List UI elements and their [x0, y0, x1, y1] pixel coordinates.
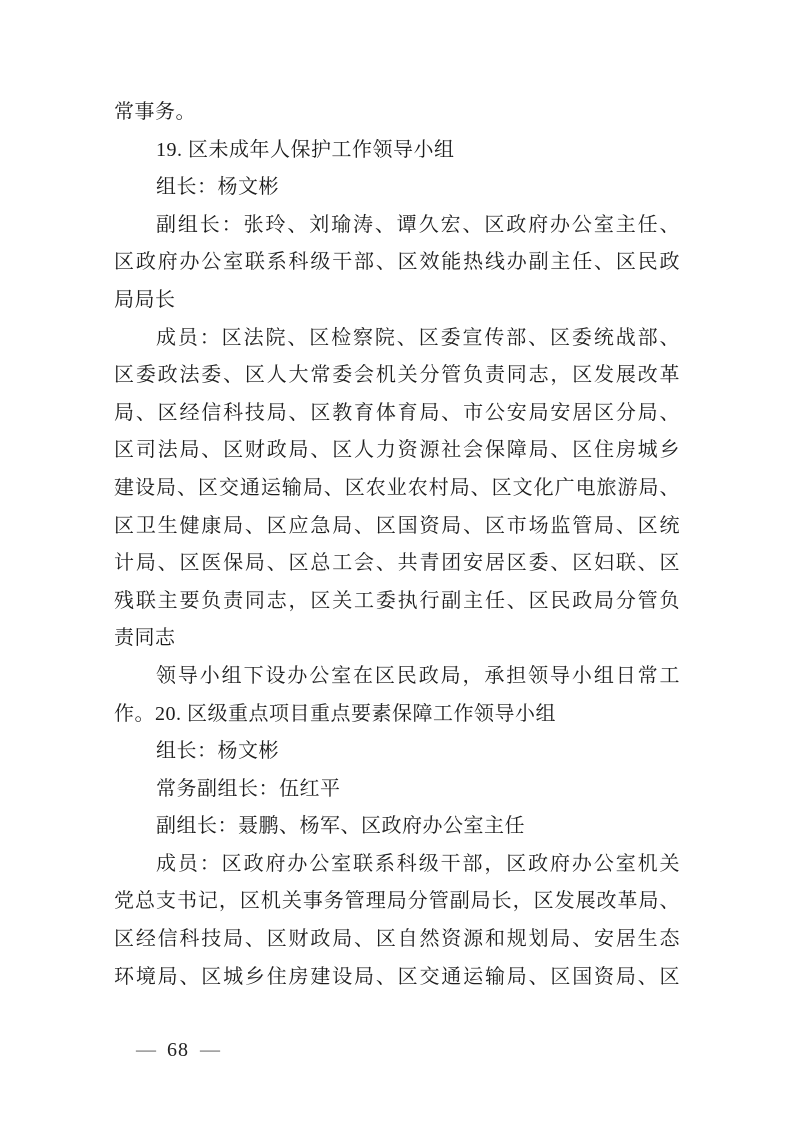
text-line: 环境局、区城乡住房建设局、区交通运输局、区国资局、区 [114, 965, 680, 988]
text-line: 常事务。 [114, 101, 196, 123]
document-body [114, 94, 680, 996]
text-line: 区司法局、区财政局、区人力资源社会保障局、区住房城乡 [114, 439, 680, 462]
text-line: 领导小组下设办公室在区民政局，承担领导小组日常工 [156, 664, 680, 687]
text-line: 成员：区政府办公室联系科级干部，区政府办公室机关 [156, 852, 680, 875]
text-line: 局、区经信科技局、区教育体育局、市公安局安居区分局、 [114, 401, 680, 424]
text-line: 残联主要负责同志，区关工委执行副主任、区民政局分管负 [114, 589, 680, 612]
text-line: 区卫生健康局、区应急局、区国资局、区市场监管局、区统 [114, 514, 680, 537]
text-line: 党总支书记，区机关事务管理局分管副局长，区发展改革局、 [114, 890, 680, 913]
text-line: 成员：区法院、区检察院、区委宣传部、区委统战部、 [156, 326, 680, 349]
text-line: 组长：杨文彬 [156, 176, 279, 199]
text-line: 组长：杨文彬 [156, 740, 279, 763]
text-line: 作。20. 区级重点项目重点要素保障工作领导小组 [114, 702, 556, 725]
text-line: 局局长 [114, 288, 176, 311]
text-line: 区政府办公室联系科级干部、区效能热线办副主任、区民政 [114, 251, 680, 274]
text-line: 副组长：聂鹏、杨军、区政府办公室主任 [156, 815, 525, 838]
footer-dash-left: — [136, 1040, 156, 1060]
text-line: 常务副组长：伍红平 [156, 777, 341, 800]
text-line: 19. 区未成年人保护工作领导小组 [156, 138, 455, 161]
text-line: 责同志 [114, 627, 176, 650]
text-line: 区委政法委、区人大常委会机关分管负责同志，区发展改革 [114, 364, 680, 387]
text-line: 计局、区医保局、区总工会、共青团安居区委、区妇联、区 [114, 552, 680, 575]
text-line: 区经信科技局、区财政局、区自然资源和规划局、安居生态 [114, 928, 680, 951]
footer-dash-right: — [200, 1040, 220, 1060]
text-line: 建设局、区交通运输局、区农业农村局、区文化广电旅游局、 [114, 476, 680, 499]
text-line: 副组长：张玲、刘瑜涛、谭久宏、区政府办公室主任、 [156, 213, 680, 236]
page-number: 68 [167, 1039, 189, 1061]
page-footer [136, 1036, 220, 1064]
